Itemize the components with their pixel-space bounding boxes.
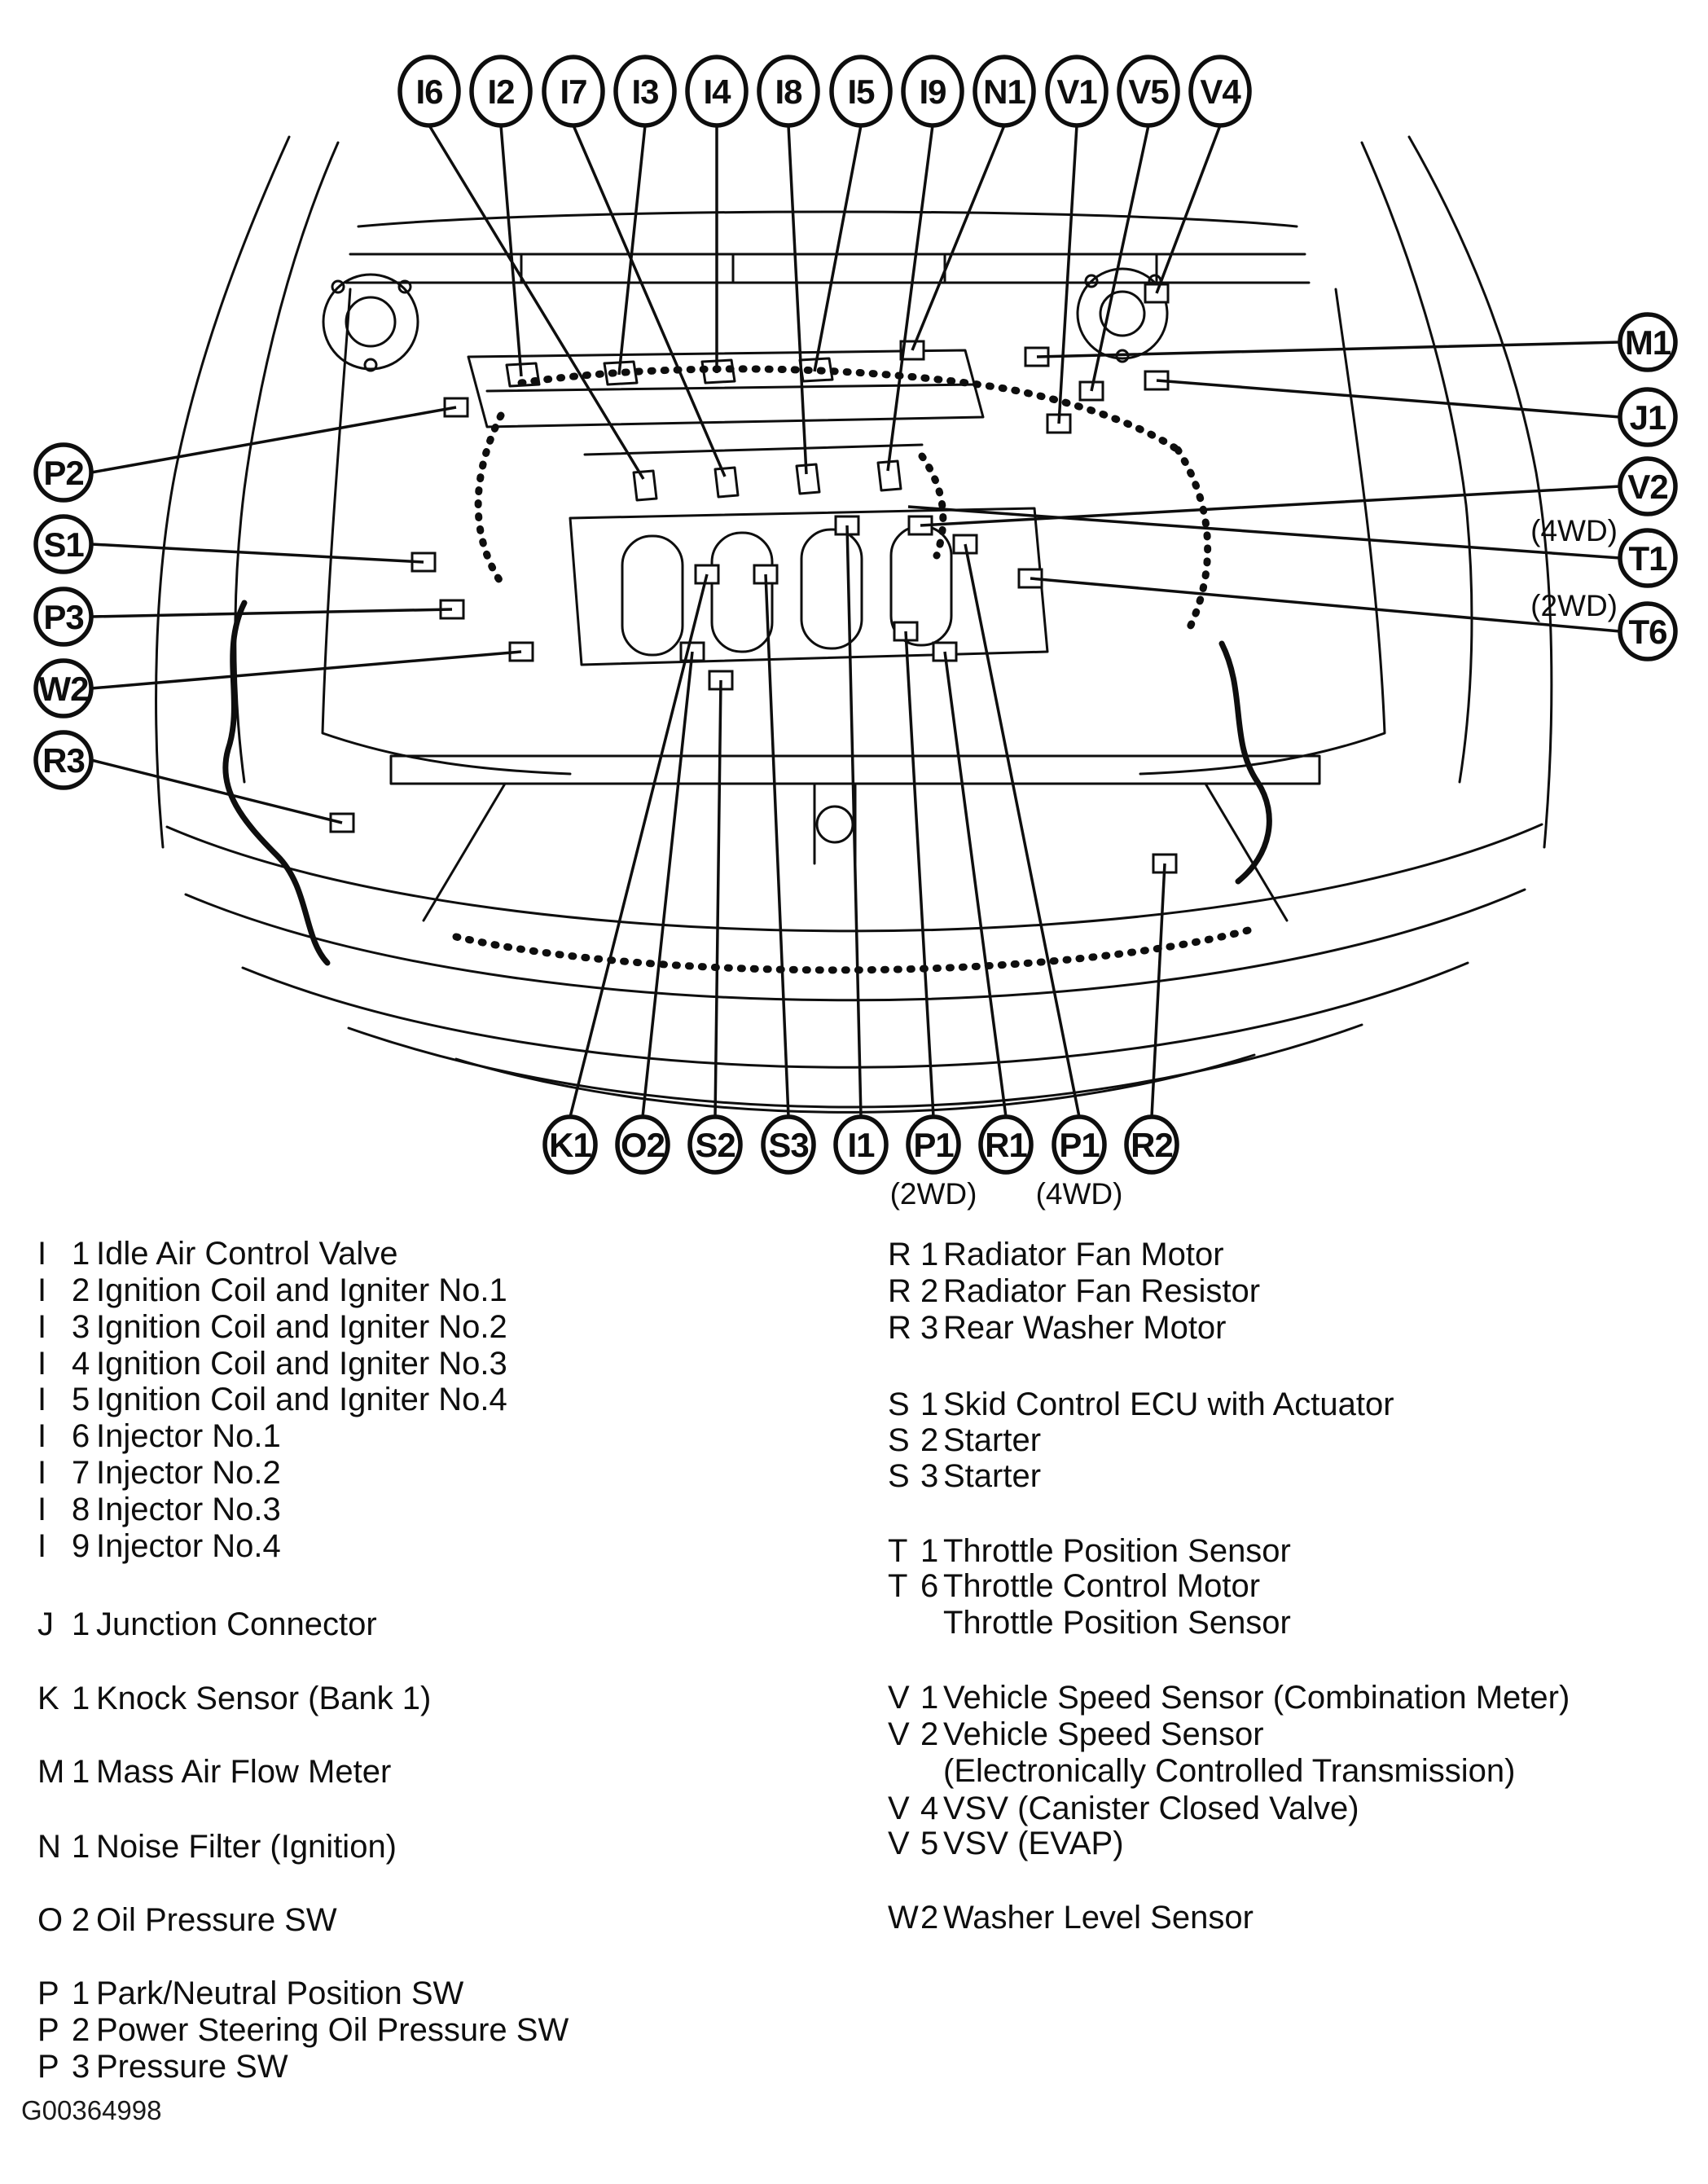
legend-name: Oil Pressure SW — [96, 1902, 337, 1938]
callout — [1047, 57, 1106, 125]
legend-letter: I — [37, 1272, 47, 1308]
right-fender-inner — [1362, 143, 1472, 782]
callout-label: S2 — [695, 1126, 735, 1164]
legend-letter: T — [888, 1533, 908, 1569]
callout — [1036, 1117, 1123, 1211]
legend-number: 3 — [72, 1309, 90, 1345]
callout-top-row — [400, 57, 1249, 125]
legend-number: 1 — [72, 1606, 90, 1642]
callout — [545, 1117, 595, 1172]
callout-left-column — [36, 445, 91, 788]
legend-number: 1 — [920, 1533, 939, 1569]
callout-label: V5 — [1128, 73, 1169, 111]
legend-letter: I — [37, 1528, 47, 1564]
legend-name: Park/Neutral Position SW — [96, 1975, 464, 2011]
callout-label: I5 — [847, 73, 875, 111]
callout-label: V2 — [1627, 468, 1668, 506]
legend-letter: I — [37, 1346, 47, 1382]
legend-name: Ignition Coil and Igniter No.3 — [96, 1346, 507, 1382]
legend-name: Idle Air Control Valve — [96, 1236, 398, 1272]
legend-letter: I — [37, 1236, 47, 1272]
callout-label: W2 — [38, 670, 89, 708]
legend-number: 5 — [72, 1382, 90, 1417]
left-fender-inner — [235, 143, 338, 782]
left-fender-outline — [156, 137, 289, 847]
legend-number: 6 — [920, 1568, 939, 1604]
callout — [759, 57, 818, 125]
legend-name: Power Steering Oil Pressure SW — [96, 2012, 569, 2048]
legend-name: Throttle Control Motor — [943, 1568, 1261, 1604]
legend-letter: V — [888, 1716, 910, 1752]
legend-letter: V — [888, 1791, 910, 1826]
legend-letter: P — [37, 1975, 59, 2011]
legend-letter: I — [37, 1382, 47, 1417]
legend-name: Injector No.4 — [96, 1528, 281, 1564]
figure-code: G00364998 — [21, 2095, 162, 2125]
legend-left-column — [37, 1236, 569, 2085]
legend-letter: R — [888, 1237, 911, 1272]
legend-letter: R — [888, 1310, 911, 1346]
callout-label: T6 — [1628, 613, 1667, 651]
callout-bottom-row — [545, 1117, 1177, 1211]
callout — [1126, 1117, 1177, 1172]
callout-label: S3 — [768, 1126, 809, 1164]
harness-left-bundle — [226, 603, 327, 963]
legend-number: 6 — [72, 1418, 90, 1454]
callout — [36, 589, 91, 644]
legend-number: 2 — [72, 2012, 90, 2048]
callout-label: R2 — [1131, 1126, 1173, 1164]
callout-label: J1 — [1629, 398, 1666, 437]
callout — [903, 57, 962, 125]
legend-number: 2 — [920, 1273, 939, 1309]
legend-letter: V — [888, 1680, 910, 1716]
leader-lines-bottom — [570, 525, 1165, 1117]
leader-lines-right — [908, 342, 1620, 631]
harness-left — [478, 415, 505, 588]
callout — [616, 57, 674, 125]
fuel-rail — [585, 445, 922, 500]
legend-number: 2 — [920, 1422, 939, 1458]
legend-name: Knock Sensor (Bank 1) — [96, 1681, 432, 1716]
valve-cover — [468, 350, 983, 427]
legend-letter: P — [37, 2049, 59, 2085]
callout — [832, 57, 890, 125]
legend-number: 4 — [920, 1791, 939, 1826]
left-apron — [323, 289, 570, 774]
legend-letter: J — [37, 1606, 54, 1642]
legend-letter: O — [37, 1902, 64, 1938]
legend-name: Skid Control ECU with Actuator — [943, 1386, 1394, 1422]
legend-name: Washer Level Sensor — [943, 1900, 1254, 1936]
legend-letter: T — [888, 1568, 908, 1604]
legend-number: 2 — [920, 1900, 939, 1936]
windshield-base — [358, 212, 1297, 226]
legend-letter: S — [888, 1458, 910, 1494]
legend-number: 3 — [920, 1458, 939, 1494]
legend-name: Injector No.1 — [96, 1418, 281, 1454]
legend-number: 1 — [920, 1386, 939, 1422]
legend-number: 1 — [72, 1681, 90, 1716]
callout — [1530, 514, 1675, 586]
callout — [890, 1117, 977, 1211]
legend-number: 5 — [920, 1826, 939, 1861]
callout-label: I7 — [560, 73, 587, 111]
legend-name: Radiator Fan Resistor — [943, 1273, 1261, 1309]
left-strut-tower — [323, 275, 418, 371]
legend-name: Starter — [943, 1458, 1042, 1494]
legend-number: 1 — [72, 1829, 90, 1865]
legend-number: 4 — [72, 1346, 90, 1382]
callout-label: V4 — [1200, 73, 1240, 111]
legend-name: Ignition Coil and Igniter No.1 — [96, 1272, 507, 1308]
legend-number: 2 — [920, 1716, 939, 1752]
legend-letter: M — [37, 1754, 65, 1790]
cowl-ribs — [521, 254, 1157, 283]
legend-name: Ignition Coil and Igniter No.2 — [96, 1309, 507, 1345]
callout — [617, 1117, 668, 1172]
legend-number: 1 — [72, 1754, 90, 1790]
legend-number: 2 — [72, 1272, 90, 1308]
legend-letter: N — [37, 1829, 61, 1865]
legend-name-continuation: (Electronically Controlled Transmission) — [943, 1753, 1516, 1789]
callout-label: P1 — [913, 1126, 954, 1164]
callout-label: I3 — [631, 73, 659, 111]
legend-letter: S — [888, 1422, 910, 1458]
callout-label: O2 — [620, 1126, 665, 1164]
legend-letter: V — [888, 1826, 910, 1861]
callout-label: R1 — [985, 1126, 1027, 1164]
legend-number: 3 — [920, 1310, 939, 1346]
legend-name: Vehicle Speed Sensor (Combination Meter) — [943, 1680, 1570, 1716]
callout-label: T1 — [1628, 539, 1667, 578]
intake-manifold — [570, 508, 1047, 665]
callout-label: N1 — [983, 73, 1025, 111]
legend-letter: K — [37, 1681, 59, 1716]
legend-letter: I — [37, 1418, 47, 1454]
callout-qualifier: (4WD) — [1530, 514, 1618, 547]
legend-name: Pressure SW — [96, 2049, 288, 2085]
legend-name: Injector No.3 — [96, 1492, 281, 1527]
legend-number: 9 — [72, 1528, 90, 1564]
callout-label: I6 — [415, 73, 443, 111]
callout — [1620, 389, 1675, 445]
engine-bay-illustration — [156, 137, 1552, 1112]
legend-name: Vehicle Speed Sensor — [943, 1716, 1264, 1752]
legend-name: Junction Connector — [96, 1606, 377, 1642]
legend-letter: W — [888, 1900, 919, 1936]
legend-name: Throttle Position Sensor — [943, 1533, 1291, 1569]
legend-number: 1 — [72, 1975, 90, 2011]
legend-name: Rear Washer Motor — [943, 1310, 1227, 1346]
callout-label: P2 — [43, 454, 84, 492]
legend-number: 3 — [72, 2049, 90, 2085]
callout-label: I4 — [703, 73, 731, 111]
legend-number: 1 — [920, 1237, 939, 1272]
callout — [544, 57, 603, 125]
callout-label: R3 — [42, 741, 85, 780]
callout-qualifier: (2WD) — [1530, 589, 1618, 622]
callout-label: K1 — [549, 1126, 591, 1164]
legend-number: 8 — [72, 1492, 90, 1527]
legend-number: 1 — [920, 1680, 939, 1716]
legend-letter: I — [37, 1309, 47, 1345]
harness-front — [456, 929, 1254, 970]
callout-label: S1 — [43, 525, 84, 564]
callout-label: I8 — [775, 73, 802, 111]
callout — [687, 57, 746, 125]
legend-name: Injector No.2 — [96, 1455, 281, 1491]
callout — [36, 445, 91, 500]
callout — [690, 1117, 740, 1172]
callout — [1620, 314, 1675, 370]
callout-label: I9 — [919, 73, 946, 111]
legend-name: Radiator Fan Motor — [943, 1237, 1224, 1272]
callout — [981, 1117, 1031, 1172]
legend-number: 1 — [72, 1236, 90, 1272]
legend-letter: I — [37, 1455, 47, 1491]
callout — [763, 1117, 814, 1172]
callout-label: P3 — [43, 598, 84, 636]
legend-name: Mass Air Flow Meter — [96, 1754, 392, 1790]
callout — [400, 57, 459, 125]
callout-qualifier: (4WD) — [1035, 1177, 1123, 1211]
legend-name-continuation: Throttle Position Sensor — [943, 1605, 1291, 1641]
legend-letter: P — [37, 2012, 59, 2048]
callout — [36, 732, 91, 788]
callout — [836, 1117, 886, 1172]
legend-letter: I — [37, 1492, 47, 1527]
harness-center — [922, 456, 943, 556]
callout — [472, 57, 530, 125]
legend-letter: R — [888, 1273, 911, 1309]
legend-name: VSV (EVAP) — [943, 1826, 1124, 1861]
legend-name: Noise Filter (Ignition) — [96, 1829, 397, 1865]
callout-label: P1 — [1059, 1126, 1100, 1164]
callout — [1191, 57, 1249, 125]
callout-label: I2 — [487, 73, 515, 111]
callout-qualifier: (2WD) — [889, 1177, 977, 1211]
callout-label: M1 — [1624, 323, 1671, 362]
legend-name: Ignition Coil and Igniter No.4 — [96, 1382, 507, 1417]
callout-label: I1 — [847, 1126, 875, 1164]
callout — [975, 57, 1034, 125]
harness-right — [1178, 450, 1208, 629]
callout — [36, 516, 91, 572]
callout — [1620, 459, 1675, 514]
legend-name: Starter — [943, 1422, 1042, 1458]
legend-right-column — [888, 1237, 1570, 1936]
callout — [36, 661, 91, 716]
legend-number: 2 — [72, 1902, 90, 1938]
callout-label: V1 — [1056, 73, 1097, 111]
callout — [1119, 57, 1178, 125]
legend-letter: S — [888, 1386, 910, 1422]
legend-name: VSV (Canister Closed Valve) — [943, 1791, 1359, 1826]
legend-number: 7 — [72, 1455, 90, 1491]
